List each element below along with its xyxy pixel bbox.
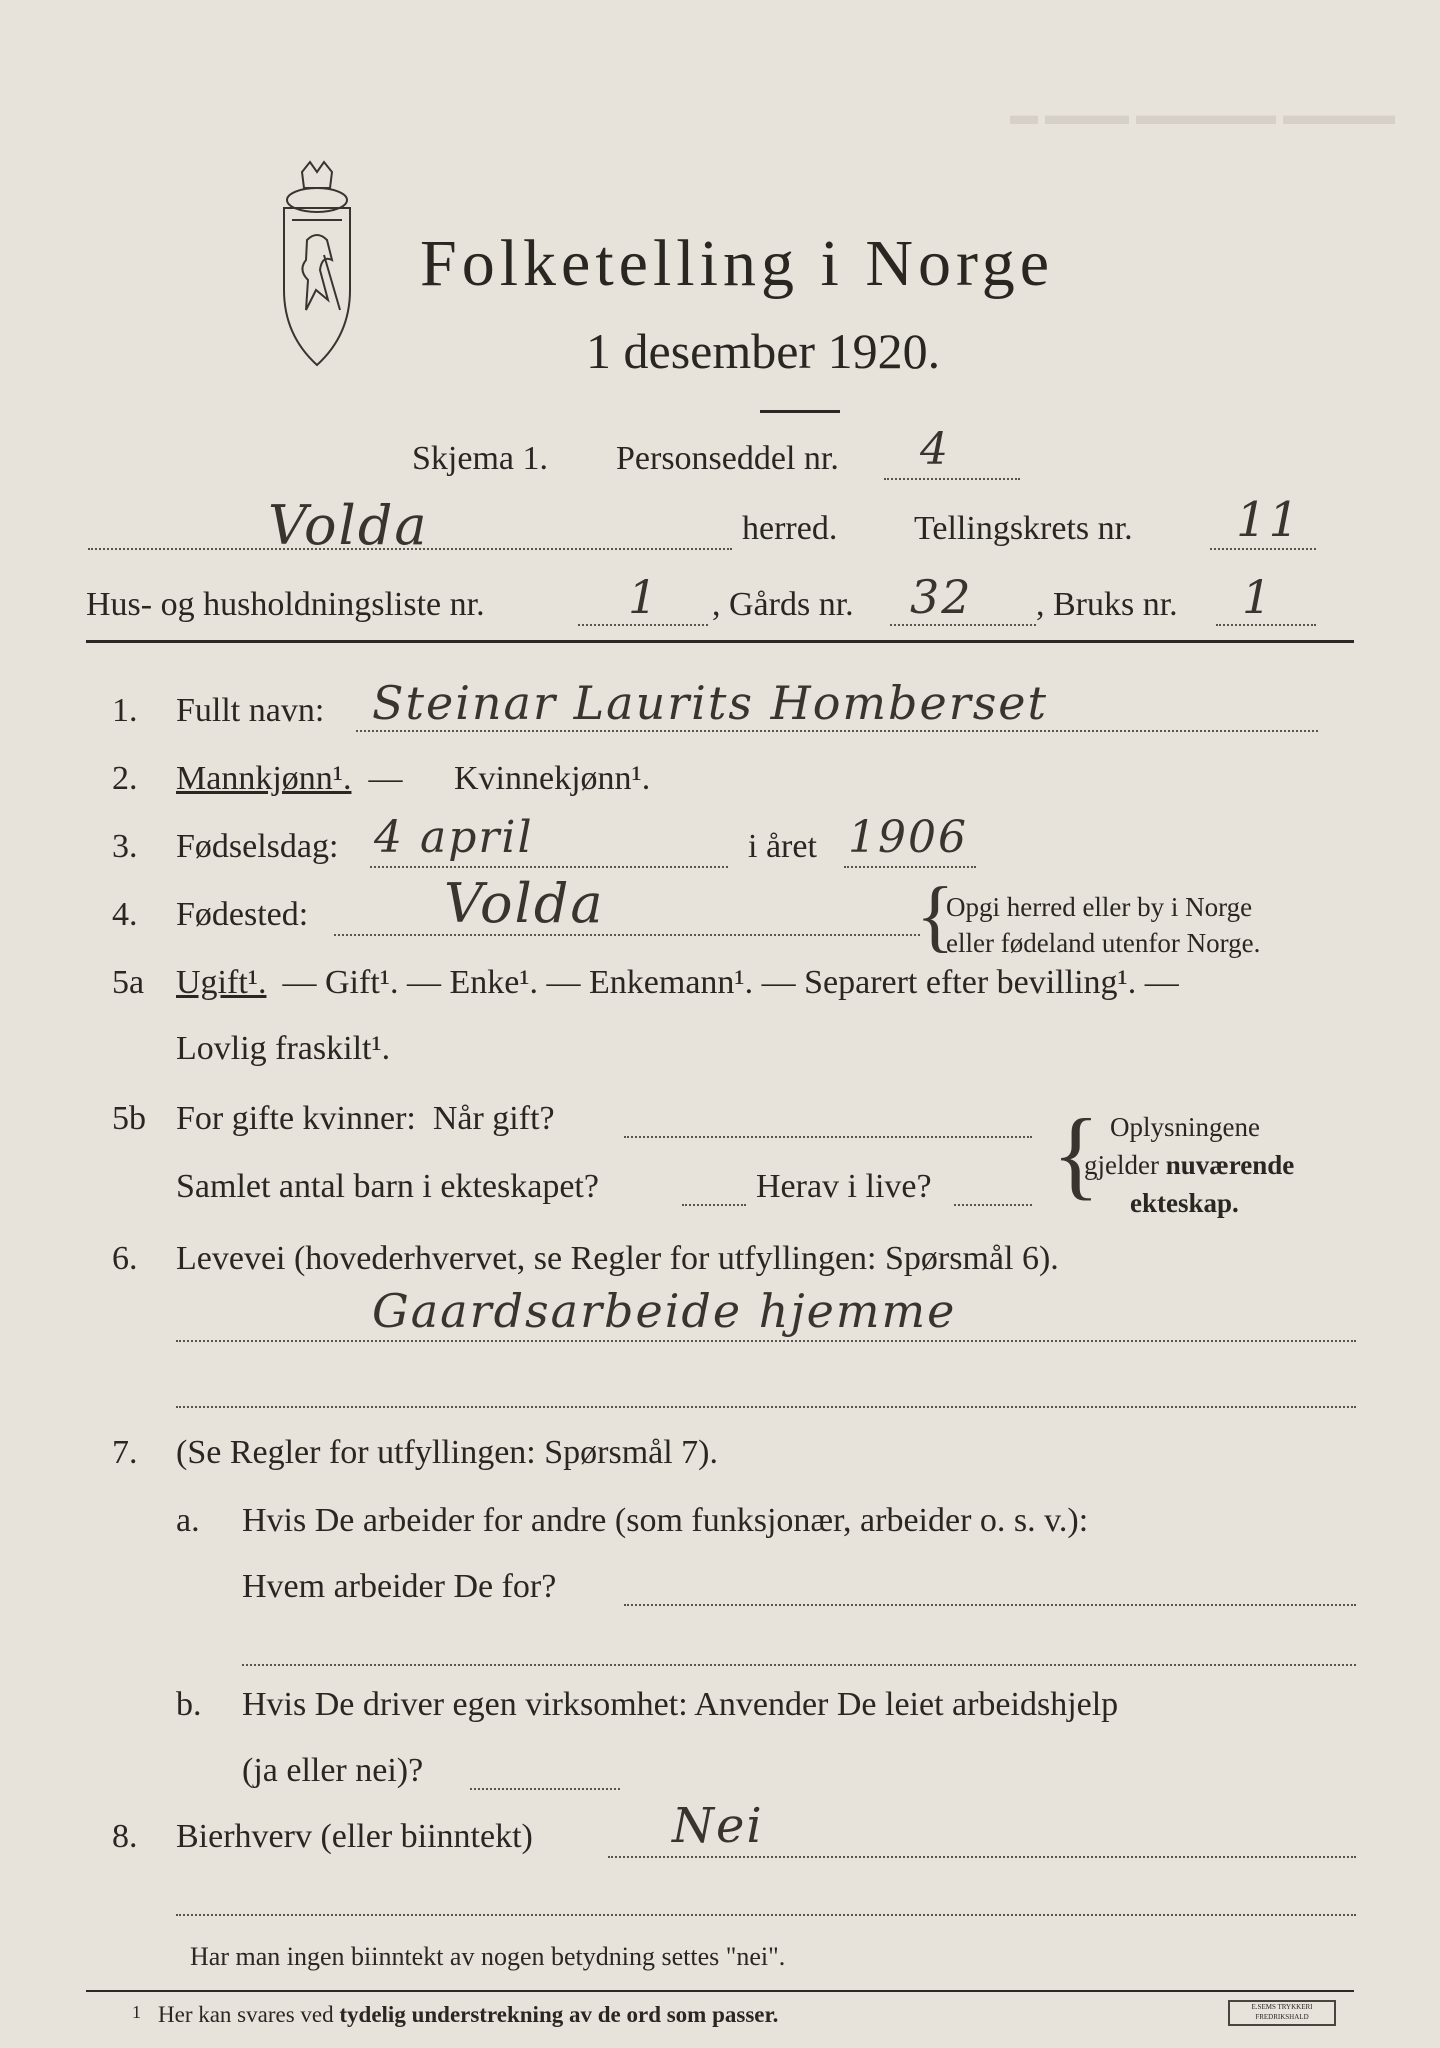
q5b-note-gjelder: gjelder xyxy=(1084,1150,1166,1180)
children-count-line xyxy=(682,1204,746,1206)
q7b-letter: b. xyxy=(176,1686,202,1723)
married-when-line xyxy=(624,1136,1032,1138)
herred-label: herred. xyxy=(742,510,838,547)
q8-number: 8. xyxy=(112,1818,138,1855)
personseddel-line xyxy=(884,478,1020,480)
side-income-line-2 xyxy=(176,1914,1356,1916)
skjema-label: Skjema 1. xyxy=(412,440,548,477)
q1-label: Fullt navn: xyxy=(176,692,325,729)
q3-year-label: i året xyxy=(748,828,817,865)
q4-label: Fødested: xyxy=(176,896,309,933)
q2-separator: — xyxy=(360,760,411,797)
q5b-label-children: Samlet antal barn i ekteskapet? xyxy=(176,1168,599,1205)
q5b-note-current: nuværende xyxy=(1165,1150,1295,1180)
bruks-label: , Bruks nr. xyxy=(1036,586,1178,623)
occupation-value[interactable]: Gaardsarbeide hjemme xyxy=(372,1284,957,1338)
marital-ugift-option[interactable]: Ugift¹. xyxy=(176,964,267,1001)
marital-fraskilt-option[interactable]: Lovlig fraskilt¹. xyxy=(176,1030,391,1067)
birthday-value[interactable]: 4 april xyxy=(374,812,534,863)
q5b-note-line2 xyxy=(1084,1150,1294,1181)
herred-value[interactable]: Volda xyxy=(268,494,429,557)
bruks-value[interactable]: 1 xyxy=(1242,570,1274,624)
gards-value[interactable]: 32 xyxy=(910,570,973,624)
q7a-text: Hvis De arbeider for andre (som funksjonær, arbeider o. s. v.): xyxy=(242,1502,1089,1539)
q7a-employer-label: Hvem arbeider De for? xyxy=(242,1568,557,1605)
footer-note: Har man ingen biinntekt av nogen betydning settes "nei". xyxy=(190,1942,786,1971)
q7-label: (Se Regler for utfyllingen: Spørsmål 7). xyxy=(176,1434,719,1471)
printer-stamp-text: E.SEMS TRYKKERI FREDRIKSHALD xyxy=(1251,2003,1313,2021)
q1-number: 1. xyxy=(112,692,138,729)
q3-number: 3. xyxy=(112,828,138,865)
q5b-brace: { xyxy=(1052,1098,1100,1209)
birth-year-line xyxy=(844,866,976,868)
hired-help-line xyxy=(470,1788,620,1790)
gender-male-option[interactable]: Mannkjønn¹. xyxy=(176,760,352,797)
husholdning-line xyxy=(578,624,708,626)
gards-label: , Gårds nr. xyxy=(712,586,854,623)
q2-number: 2. xyxy=(112,760,138,797)
gender-female-option[interactable]: Kvinnekjønn¹. xyxy=(454,760,651,797)
form-title: Folketelling i Norge xyxy=(420,227,1055,300)
q5b-label-married: For gifte kvinner: Når gift? xyxy=(176,1100,555,1137)
occupation-line-2 xyxy=(176,1406,1356,1408)
occupation-line-1 xyxy=(176,1340,1356,1342)
q5b-label-alive: Herav i live? xyxy=(756,1168,932,1205)
personseddel-value[interactable]: 4 xyxy=(920,424,950,475)
employer-line-2 xyxy=(242,1664,1356,1666)
birthplace-value[interactable]: Volda xyxy=(444,872,605,935)
birthday-line xyxy=(370,866,728,868)
husholdning-value[interactable]: 1 xyxy=(628,570,660,624)
q7b-text: Hvis De driver egen virksomhet: Anvender De leiet arbeidshjelp xyxy=(242,1686,1119,1723)
gards-line xyxy=(890,624,1036,626)
full-name-value[interactable]: Steinar Laurits Homberset xyxy=(372,676,1049,730)
tellingskrets-line xyxy=(1210,548,1316,550)
printer-stamp xyxy=(1228,2000,1336,2026)
q5b-number: 5b xyxy=(112,1100,146,1137)
footnote xyxy=(158,2002,778,2028)
q4-brace: { xyxy=(916,872,955,960)
personseddel-label: Personseddel nr. xyxy=(616,440,839,477)
q1-line xyxy=(356,730,1318,732)
norway-coat-of-arms-icon xyxy=(262,160,372,370)
form-date: 1 desember 1920. xyxy=(586,323,941,379)
footnote-text: Her kan svares ved xyxy=(158,2002,340,2027)
q4-note-line2: eller fødeland utenfor Norge. xyxy=(946,928,1261,958)
footnote-bold-text: tydelig understrekning av de ord som passer. xyxy=(339,2002,779,2027)
employer-line xyxy=(624,1604,1356,1606)
footnote-number: 1 xyxy=(132,2002,141,2022)
q5b-note-line1: Oplysningene xyxy=(1110,1112,1260,1142)
q5a-number: 5a xyxy=(112,964,145,1001)
tellingskrets-value[interactable]: 11 xyxy=(1236,492,1302,548)
q7-number: 7. xyxy=(112,1434,138,1471)
q6-number: 6. xyxy=(112,1240,138,1277)
marital-other-options[interactable]: — Gift¹. — Enke¹. — Enkemann¹. — Separert efter bevilling¹. — xyxy=(274,964,1179,1001)
q4-note-line1: Opgi herred eller by i Norge xyxy=(946,892,1253,922)
q5b-note-line3: ekteskap. xyxy=(1130,1188,1239,1218)
side-income-value[interactable]: Nei xyxy=(672,1798,764,1854)
q7b-hired-help-label: (ja eller nei)? xyxy=(242,1752,424,1789)
birth-year-value[interactable]: 1906 xyxy=(848,812,968,863)
header-rule xyxy=(86,640,1354,643)
footer-rule xyxy=(86,1990,1354,1992)
side-income-line xyxy=(608,1856,1356,1858)
husholdning-label: Hus- og husholdningsliste nr. xyxy=(86,586,485,623)
q6-label: Levevei (hovederhvervet, se Regler for utfyllingen: Spørsmål 6). xyxy=(176,1240,1059,1277)
bruks-line xyxy=(1216,624,1316,626)
birthplace-line xyxy=(334,934,920,936)
title-divider xyxy=(760,410,840,413)
tellingskrets-label: Tellingskrets nr. xyxy=(914,510,1133,547)
q4-number: 4. xyxy=(112,896,138,933)
bleed-through-text: ▬ ▬▬▬ ▬▬▬▬▬ ▬▬▬▬ xyxy=(1010,100,1395,131)
q8-label: Bierhverv (eller biinntekt) xyxy=(176,1818,533,1855)
children-alive-line xyxy=(954,1204,1032,1206)
q3-label: Fødselsdag: xyxy=(176,828,339,865)
q7a-letter: a. xyxy=(176,1502,200,1539)
